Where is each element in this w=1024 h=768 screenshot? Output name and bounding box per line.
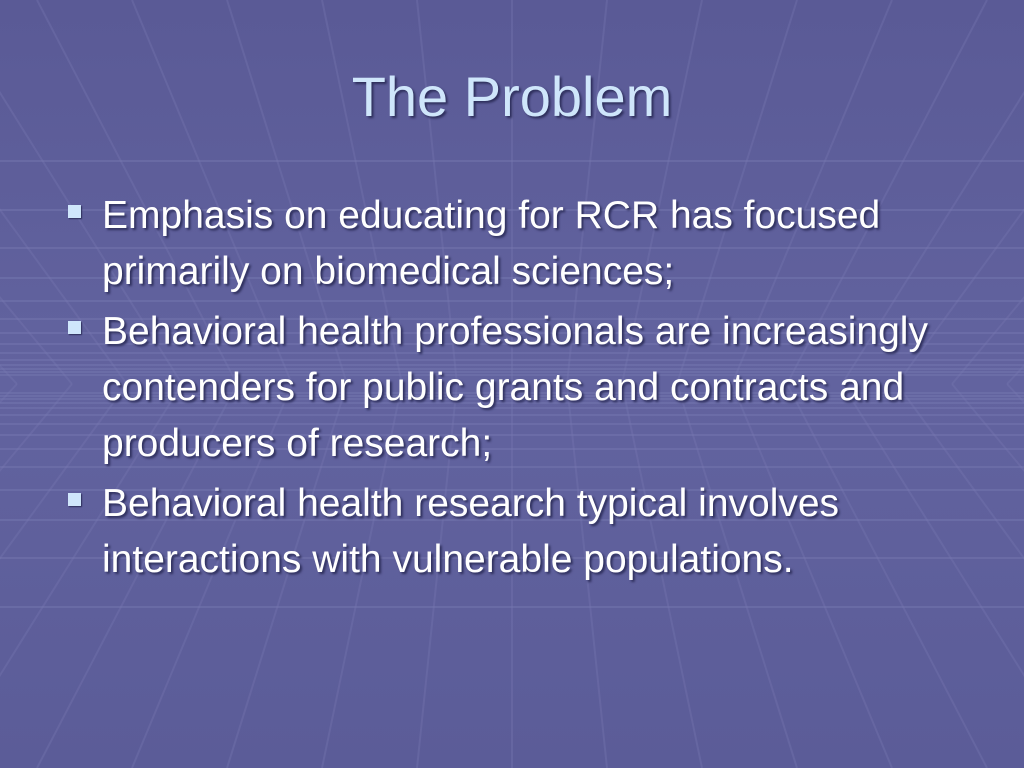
bullet-text: Behavioral health professionals are increasingly contenders for public grants and contracts and producers of research; <box>102 310 928 465</box>
bullet-list <box>62 188 982 592</box>
bullet-item <box>62 476 982 588</box>
bullet-text: Emphasis on educating for RCR has focused primarily on biomedical sciences; <box>102 194 881 293</box>
slide-title: The Problem <box>351 65 673 128</box>
bullet-item <box>62 304 982 472</box>
square-bullet-icon <box>68 493 81 506</box>
bullet-text: Behavioral health research typical involves interactions with vulnerable populations. <box>102 482 840 581</box>
bullet-item <box>62 188 982 300</box>
square-bullet-icon <box>68 321 81 334</box>
square-bullet-icon <box>68 205 81 218</box>
